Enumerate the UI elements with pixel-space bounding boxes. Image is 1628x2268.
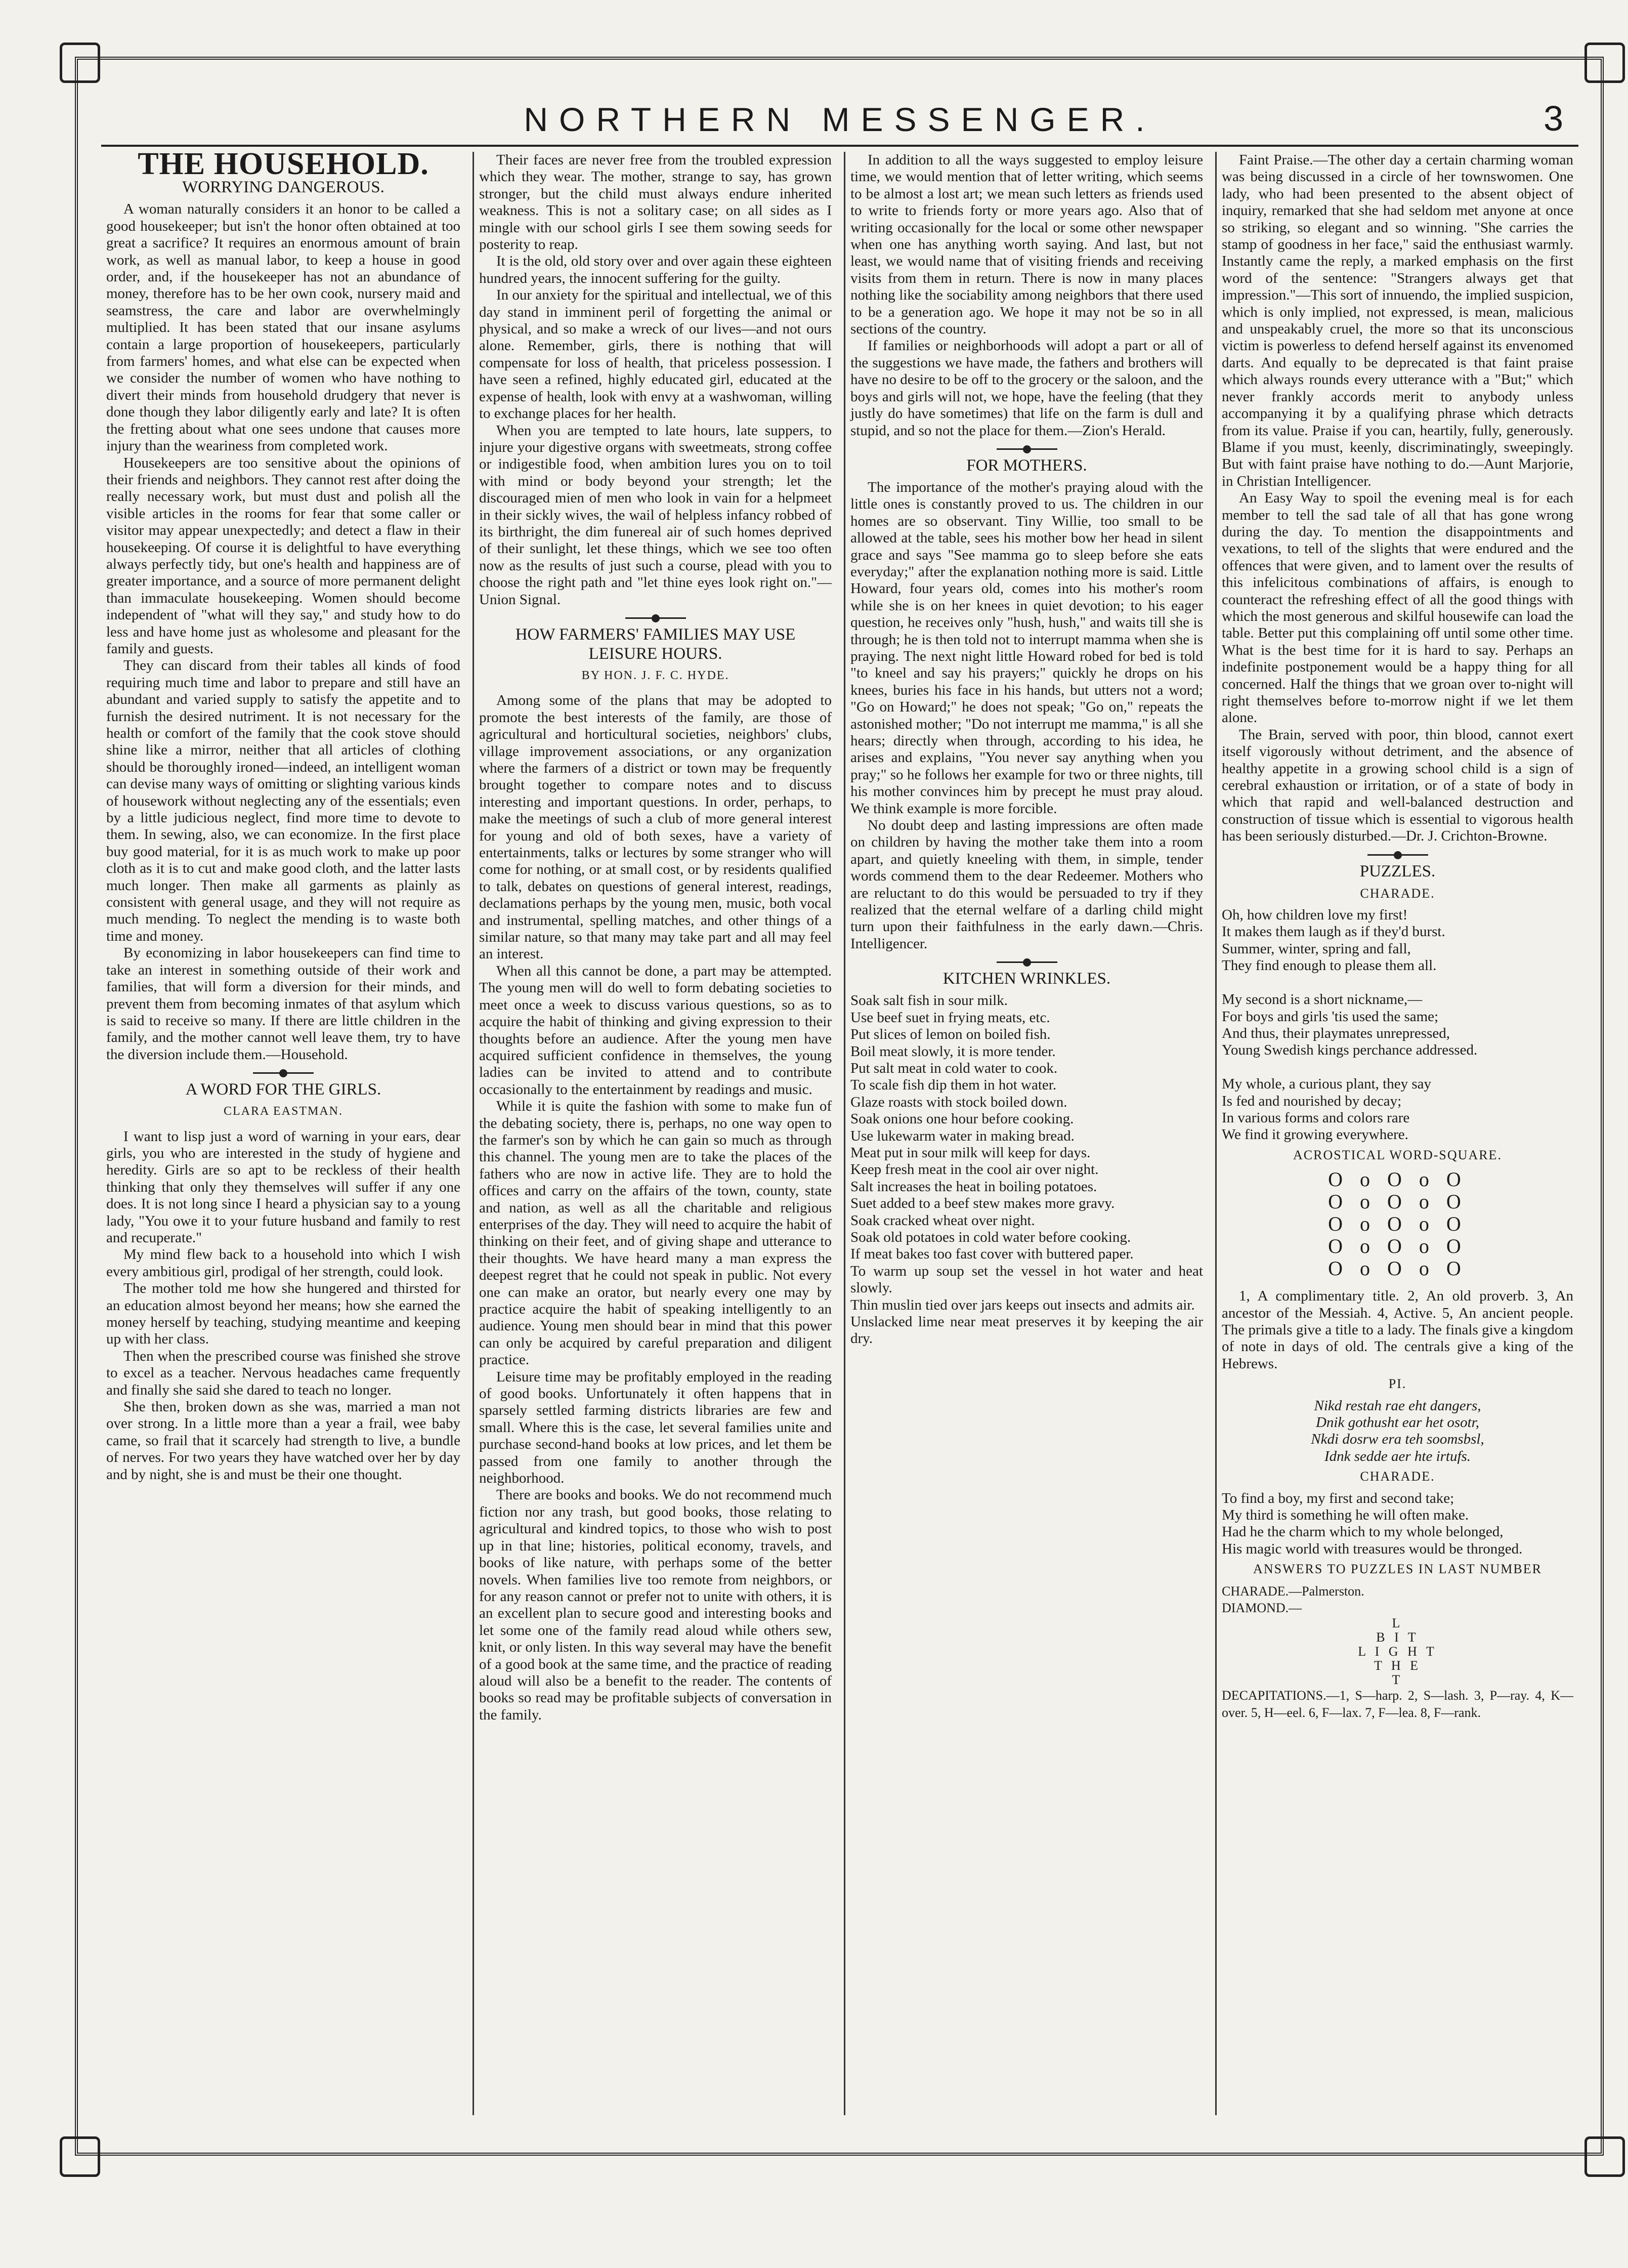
word-square-row: O o O o O [1328,1190,1467,1213]
section-divider [1367,854,1428,856]
list-item: Soak salt fish in sour milk. [850,992,1008,1009]
list-item: Soak cracked wheat over night. [850,1212,1035,1229]
verse-line [1222,975,1573,991]
diamond-row: L I G H T [1358,1644,1437,1659]
article-title: PUZZLES. [1359,862,1436,880]
list-item: Use beef suet in frying meats, etc. [850,1009,1050,1026]
answer-line: DECAPITATIONS.—1, S—harp. 2, S—lash. 3, P—ray. 4, K—over. 5, H—eel. 6, F—lax. 7, F—lea. 8, F—rank. [1222,1688,1573,1720]
paragraph: In our anxiety for the spiritual and intellectual, we of this day stand in imminent peril of forgetting the animal or physical, and so make a wreck of our lives—and not ours alone. Remember, girls, there is nothing that will compensate for loss of health, that priceless possession. I have seen a refined, highly educated girl, educated at the expense of health, look with envy at a washwoman, willing to exchange places for her health. [479,287,832,422]
puzzle-label: CHARADE. [1360,886,1435,901]
column-3 [844,152,1208,2115]
puzzle-label: ACROSTICAL WORD-SQUARE. [1293,1147,1502,1162]
paragraph: Faint Praise.—The other day a certain charming woman was being discussed in a circle of her townswomen. One lady, who had been presented to the absent object of inquiry, remarked that she had seldom met anyone at once so striking, so elegant and so winning. "She carries the stamp of goodness in her face," said the enthusiast warmly. Instantly came the reply, a marked emphasis on the first word of the sentence: "Strangers always get that impression."—This sort of innuendo, the implied suspicion, which is only implied, not expressed, is mean, malicious and unspeakably cruel, the more so that its unconscious victim is powerless to defend herself against its envenomed darts. And equally to be deprecated is that faint praise which always rounds every utterance with a "But;" which never frankly accords merit to anybody unless accompanying it by a qualifying phrase which detracts from its value. Praise if you can, heartily, fully, generously. Blame if you must, keenly, discriminatingly, sweepingly. But with faint praise have nothing to do.—Aunt Marjorie, in Christian Intelligencer. [1222,152,1573,489]
diamond-answer [1222,1616,1573,1687]
verse-line: Dnik gothusht ear het osotr, [1315,1414,1480,1431]
verse-line: Nkdi dosrw era teh soomsbsl, [1311,1431,1484,1448]
article-title: HOW FARMERS' FAMILIES MAY USE LEISURE HOURS. [515,625,796,663]
column-1 [101,152,465,2115]
list-item: If meat bakes too fast cover with buttered paper. [850,1246,1134,1263]
paragraph: There are books and books. We do not recommend much fiction nor any trash, but good books, those relating to agricultural and kindred topics, to those who wish to post up in that line; histories, political economy, travels, and books of like nature, with perhaps some of the better novels. When families live too remote from neighbors, or for any reason cannot or prefer not to unite with others, it is an excellent plan to secure good and interesting books and let some one of the family read aloud while others sew, knit, or only listen. In this way several may have the benefit of a good book at the same time, and the practice of reading aloud will also be a benefit to the reader. The contents of books so read may be profitable subjects of conversation in the family. [479,1487,832,1723]
verse-line: My second is a short nickname,— [1222,991,1423,1008]
verse-line: Nikd restah rae eht dangers, [1314,1397,1481,1414]
paragraph: Their faces are never free from the troubled expression which they wear. The mother, strange to say, has grown stronger, but the child must always endure inherited weakness. This is not a solitary case; on all sides as I mingle with our school girls I see them sowing seeds for posterity to reap. [479,152,832,253]
paragraph: When all this cannot be done, a part may be attempted. The young men will do well to form debating societies to meet once a week to discuss various questions, so as to acquire the habit of thinking and giving expression to their thoughts before an audience. After the young men have acquired sufficient confidence in themselves, the young ladies can be invited to attend and to contribute occasionally to the entertainment by readings and music. [479,962,832,1098]
answer-line: DIAMOND.— [1222,1601,1302,1616]
word-square-row: O o O o O [1328,1212,1467,1236]
section-divider [997,961,1057,963]
article-title: WORRYING DANGEROUS. [182,178,384,197]
verse-line: They find enough to please them all. [1222,957,1437,974]
list-item: Salt increases the heat in boiling potatoes. [850,1178,1097,1195]
paragraph: If families or neighborhoods will adopt a part or all of the suggestions we have made, the fathers and brothers will have no desire to be off to the grocery or the saloon, and the boys and girls will not, we hope, have the feeling (that they justly do have sometimes) that life on the farm is dull and stupid, and so not the place for them.—Zion's Herald. [850,338,1203,439]
word-square [1222,1168,1573,1280]
verse-line: We find it growing everywhere. [1222,1126,1408,1143]
list-item: Unslacked lime near meat preserves it by keeping the air dry. [850,1314,1203,1347]
list-item: Suet added to a beef stew makes more gravy. [850,1195,1115,1212]
paragraph: When you are tempted to late hours, late suppers, to injure your digestive organs with sweetmeats, strong coffee or indigestible food, when ambition lures you on to toil with mind or body beyond your strength; let the discouraged mien of men who look in vain for a helpmeet in their sickly wives, the wail of helpless infancy robbed of its birthright, the dim funereal air of such homes deprived of their sunlight, let these things, which we see too often now as the results of just such a course, plead with you to choose the right path and "let thine eyes look right on."—Union Signal. [479,422,832,608]
section-divider [253,1072,314,1074]
page-header [101,96,1578,147]
verse-line: And thus, their playmates unrepressed, [1222,1025,1450,1041]
word-square-row: O o O o O [1328,1235,1467,1258]
paragraph: A woman naturally considers it an honor to be called a good housekeeper; but isn't the honor often obtained at too great a sacrifice? It requires an enormous amount of brain work, as well as manual labor, to keep a house in good order, and, if the housekeeper has not an abundance of money, therefore has to be her own cook, nursery maid and seamstress, the care and labor are overwhelmingly multiplied. It has been stated that our insane asylums contain a large proportion of housekeepers, particularly from farmers' homes, and what else can be expected when we consider the number of women who have nothing to divert their minds from household drudgery that never is done though they labor diligently early and late? It is often the fretting about what one sees undone that causes more injury than the weariness from completed work. [106,201,460,454]
diamond-row: B I T [1376,1630,1419,1645]
article-title: A WORD FOR THE GIRLS. [185,1080,381,1099]
diamond-row: L [1392,1616,1403,1631]
section-divider [997,448,1057,450]
list-item: Use lukewarm water in making bread. [850,1127,1075,1144]
section-divider [625,617,686,619]
pi-puzzle [1222,1398,1573,1465]
verse-line: Oh, how children love my first! [1222,907,1408,923]
diamond-row: T H E [1374,1658,1422,1673]
tips-list [850,992,1203,1348]
byline: BY HON. J. F. C. HYDE. [581,668,730,682]
charade-verse [1222,907,1573,1144]
paragraph: Among some of the plans that may be adopted to promote the best interests of the family, are those of agricultural and horticultural societies, neighbors' clubs, village improvement associations, or any organization where the farmers of a district or town may be frequently brought together to compare notes and to discuss interesting and important questions. In order, perhaps, to make the meetings of such a club of more general interest for young and old of both sexes, have a variety of entertainments, talks or lectures by some stranger who will come for nothing, or at small cost, or by residents qualified to talk, debates on questions of general interest, readings, declamations perhaps by the young men, music, both vocal and instrumental, spelling matches, and other things of a similar nature, so that many may take part and all may feel an interest. [479,692,832,962]
list-item: Put salt meat in cold water to cook. [850,1060,1058,1076]
page-number: 3 [1544,99,1563,138]
article-title: KITCHEN WRINKLES. [942,970,1111,988]
answer-line: CHARADE.—Palmerston. [1222,1583,1364,1599]
section-title: THE HOUSEHOLD. [138,152,429,181]
puzzle-label: CHARADE. [1360,1469,1435,1484]
paragraph: Housekeepers are too sensitive about the opinions of their friends and neighbors. They cannot rest after doing the really necessary work, but must dust and polish all the visible articles in the rooms for fear that some caller or visitor may appear unexpectedly; and detect a flaw in their housekeeping. Of course it is delightful to have everything always perfectly tidy, but one's health and happiness are of greater importance, and a source of more permanent delight than immaculate housekeeping. Women should become independent of "what will they say," and study how to do less and have home just as wholesome and pleasant for the family and guests. [106,454,460,657]
verse-line: Young Swedish kings perchance addressed. [1222,1042,1478,1059]
list-item: To scale fish dip them in hot water. [850,1077,1057,1094]
charade-verse [1222,1490,1573,1558]
verse-line: His magic world with treasures would be thronged. [1222,1540,1523,1557]
paragraph: It is the old, old story over and over again these eighteen hundred years, the innocent suffering for the guilty. [479,253,832,286]
list-item: To warm up soup set the vessel in hot water and heat slowly. [850,1263,1203,1296]
puzzle-label: ANSWERS TO PUZZLES IN LAST NUMBER [1253,1562,1542,1577]
column-4 [1215,152,1578,2115]
answers [1222,1583,1573,1721]
article-title: FOR MOTHERS. [966,456,1087,475]
diamond-row: T [1392,1672,1403,1688]
puzzle-label: PI. [1388,1376,1407,1392]
verse-line: Had he the charm which to my whole belonged, [1222,1524,1504,1540]
paragraph: While it is quite the fashion with some to make fun of the debating society, there is, perhaps, no one way open to the farmer's son by which he can gain so much as through this channel. The young men are to take the places of the fathers who are now in active life. They are to hold the offices and carry on the affairs of the town, county, state and nation, as well as all the charitable and religious enterprises of the day. They will need to acquire the habit of thinking on their feet, and of giving shape and utterance to their thoughts. We have heard many a man express the deepest regret that he could not speak in public. Not every one can make an orator, but nearly every one may by practice acquire the habit of speaking intelligently to an audience. Young men should bear in mind that this power can only be acquired by careful preparation and diligent practice. [479,1098,832,1368]
verse-line: To find a boy, my first and second take; [1222,1490,1454,1506]
list-item: Thin muslin tied over jars keeps out insects and admits air. [850,1296,1195,1313]
paragraph: Leisure time may be profitably employed in the reading of good books. Unfortunately it often happens that in sparsely settled farming districts libraries are few and small. Where this is the case, let several families unite and purchase second-hand books at low prices, and let them be passed from one family to another through the neighborhood. [479,1368,832,1487]
verse-line [1222,1059,1573,1076]
list-item: Soak old potatoes in cold water before cooking. [850,1229,1131,1245]
verse-line: In various forms and colors rare [1222,1109,1410,1126]
verse-line: Summer, winter, spring and fall, [1222,940,1411,957]
list-item: Boil meat slowly, it is more tender. [850,1043,1056,1060]
paragraph: 1, A complimentary title. 2, An old proverb. 3, An ancestor of the Messiah. 4, Active. 5, An ancient people. The primals give a title to a lady. The finals give a kingdom of note in days of old. The centrals give a king of the Hebrews. [1222,1288,1573,1372]
paragraph: By economizing in labor housekeepers can find time to take an interest in something outside of their work and families, that will form a diversion for their minds, and prevent them from becoming inmates of that asylum which is said to receive so many. If there are little children in the family, and the mother cannot well leave them, try to have the diversion include them.—Household. [106,945,460,1063]
word-square-row: O o O o O [1328,1257,1467,1280]
list-item: Glaze roasts with stock boiled down. [850,1094,1067,1110]
verse-line: It makes them laugh as if they'd burst. [1222,923,1445,940]
article-columns [101,152,1578,2115]
list-item: Soak onions one hour before cooking. [850,1111,1074,1127]
paragraph: Then when the prescribed course was finished she strove to excel as a teacher. Nervous headaches came frequently and finally she said she dared to teach no longer. [106,1348,460,1398]
list-item: Keep fresh meat in the cool air over night. [850,1161,1099,1178]
paragraph: They can discard from their tables all kinds of food requiring much time and labor to prepare and still have an abundant and varied supply to satisfy the appetite and to furnish the desired nutriment. It is not necessary for the health or comfort of the family that the cook stove should shine like a mirror, neither that all articles of clothing should be thoroughly ironed—indeed, an intelligent woman can devise many ways of omitting or slighting various kinds of housework without neglecting any of the essentials; even by a little judicious neglect, find more time to devote to them. In sewing, also, we can economize. In the first place buy good material, for it is as much work to make up poor cloth as it is to cut and make good cloth, and the latter lasts much longer. Then make all garments as plainly as consistent with general usage, and they will not require as much mending. To neglect the mending is to waste both time and money. [106,657,460,944]
paragraph: No doubt deep and lasting impressions are often made on children by having the mother take them into a room apart, and quietly kneeling with them, in simple, tender words commend them to the dear Redeemer. Mothers who are reluctant to do this would be persuaded to try if they realized that the eternal welfare of a darling child might turn upon their faithfulness in the early dawn.—Chris. Intelligencer. [850,817,1203,952]
list-item: Meat put in sour milk will keep for days. [850,1144,1091,1161]
paragraph: The importance of the mother's praying aloud with the little ones is constantly proved to us. The children in our homes are so observant. Tiny Willie, too small to be allowed at the table, sees his mother bow her head in silent grace and says "See mamma go to sleep before she eats everyday;" after the explanation nothing more is said. Little Howard, four years old, comes into his mother's room while she is on her knees in quiet devotion; to his eager question, he receives only "hush, hush," and waits till she is through; he is then told not to interrupt mamma when she is praying. The next night little Howard robed for bed is told "to kneel and say his prayers;" quickly he drops on his knees, buries his face in his hands, but utters not a word; "Go on Howard;" he does not speak; "Go on," repeats the astonished mother; "Do not interrupt me mamma," is all she hears; directly when through, according to his idea, he arises and explains, "You never say anything when you pray;" so he follows her example for two or three nights, till his mother convinces him by precept he must pray aloud. We think example is more forcible. [850,479,1203,817]
verse-line: Is fed and nourished by decay; [1222,1093,1402,1109]
verse-line: My whole, a curious plant, they say [1222,1076,1431,1093]
masthead: NORTHERN MESSENGER. [524,101,1156,138]
paragraph: She then, broken down as she was, married a man not over strong. In a little more than a year a frail, wee baby came, so frail that it scarcely had strength to live, a bundle of nerves. For two years they have watched over her by day and by night, she is and must be their one thought. [106,1399,460,1483]
verse-line: My third is something he will often make. [1222,1507,1469,1524]
column-2 [473,152,837,2115]
paragraph: In addition to all the ways suggested to employ leisure time, we would mention that of letter writing, which seems to be almost a lost art; we mean such letters as friends used to write to friends forty or more years ago. Also that of writing occasionally for the local or some other newspaper when one has anything worth saying. And last, but not least, we would name that of visiting friends and receiving visits from them in return. There is now in many places nothing like the sociability among neighbors that there used to be a generation ago. We hope it may not be so in all sections of the country. [850,152,1203,338]
byline: CLARA EASTMAN. [223,1105,344,1118]
word-square-row: O o O o O [1328,1168,1467,1191]
verse-line: For boys and girls 'tis used the same; [1222,1008,1439,1025]
paragraph: An Easy Way to spoil the evening meal is for each member to tell the sad tale of all that has gone wrong during the day. To mention the disappointments and vexations, to tell of the slights that were endured and the offences that were given, and to lament over the results of this infelicitous combinations of affairs, is enough to counteract the refreshing effect of all the good things with which the most generous and skilful housewife can load the table. Better put this complaining off until some other time. What is the best time for it is hard to say. Perhaps an indefinite postponement would be a happy thing for all concerned. Half the things that we groan over to-night will right themselves before to-morrow night if we let them alone. [1222,490,1573,726]
list-item: Put slices of lemon on boiled fish. [850,1026,1051,1043]
paragraph: The mother told me how she hungered and thirsted for an education almost beyond her means; how she earned the money herself by teaching, studying meantime and keeping up with her class. [106,1280,460,1348]
paragraph: My mind flew back to a household into which I wish every ambitious girl, prodigal of her strength, could look. [106,1246,460,1280]
paragraph: I want to lisp just a word of warning in your ears, dear girls, you who are interested in the study of hygiene and heredity. Girls are so apt to be reckless of their health thinking that only they themselves will suffer if any one does. It is not long since I heard a physician say to a young lady, "You owe it to your future husband and family to rest and recuperate." [106,1128,460,1246]
verse-line: Idnk sedde aer hte irtufs. [1324,1448,1471,1464]
paragraph: The Brain, served with poor, thin blood, cannot exert itself vigorously without detriment, and the absence of healthy appetite in a growing school child is a sign of cerebral exhaustion or irritation, or of a state of body in which that rapid and well-balanced destruction and construction of tissue which is essential to vigorous health has been seriously disturbed.—Dr. J. Crichton-Browne. [1222,726,1573,845]
